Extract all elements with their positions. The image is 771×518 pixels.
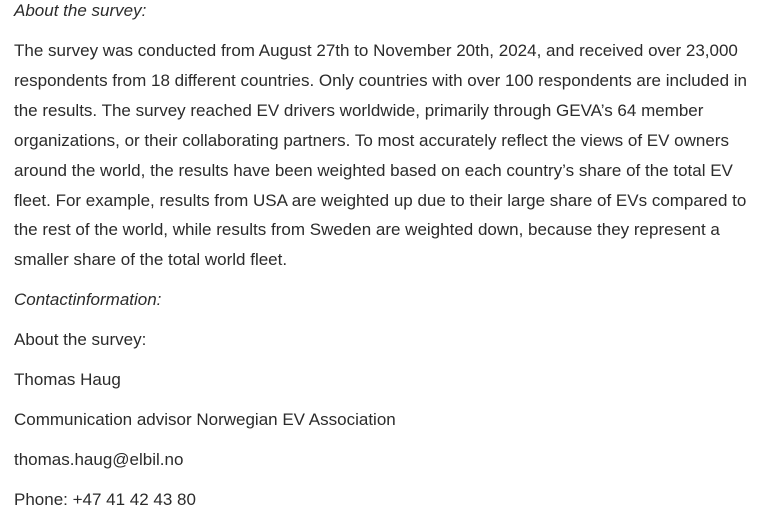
- survey-description: The survey was conducted from August 27th to November 20th, 2024, and received over 23,000 respondents from 18 different countries. Only countries with over 100 respondents are included in the results. The survey reached EV drivers worldwide, primarily through GEVA’s 64 member organizations, or their collaborating partners. To most accurately reflect the views of EV owners around the world, the results have been weighted based on each country’s share of the total EV fleet. For example, results from USA are weighted up due to their large share of EVs compared to the rest of the world, while results from Sweden are weighted down, because they represent a smaller share of the total world fleet.: [14, 41, 747, 270]
- contact-title: Communication advisor Norwegian EV Association: [14, 410, 396, 429]
- contact-heading: Contactinformation:: [14, 290, 162, 309]
- contact-name: Thomas Haug: [14, 370, 121, 389]
- contact-subheading: About the survey:: [14, 330, 147, 349]
- contact-phone: Phone: +47 41 42 43 80: [14, 490, 196, 509]
- survey-heading: About the survey:: [14, 1, 147, 20]
- contact-email[interactable]: thomas.haug@elbil.no: [14, 450, 184, 469]
